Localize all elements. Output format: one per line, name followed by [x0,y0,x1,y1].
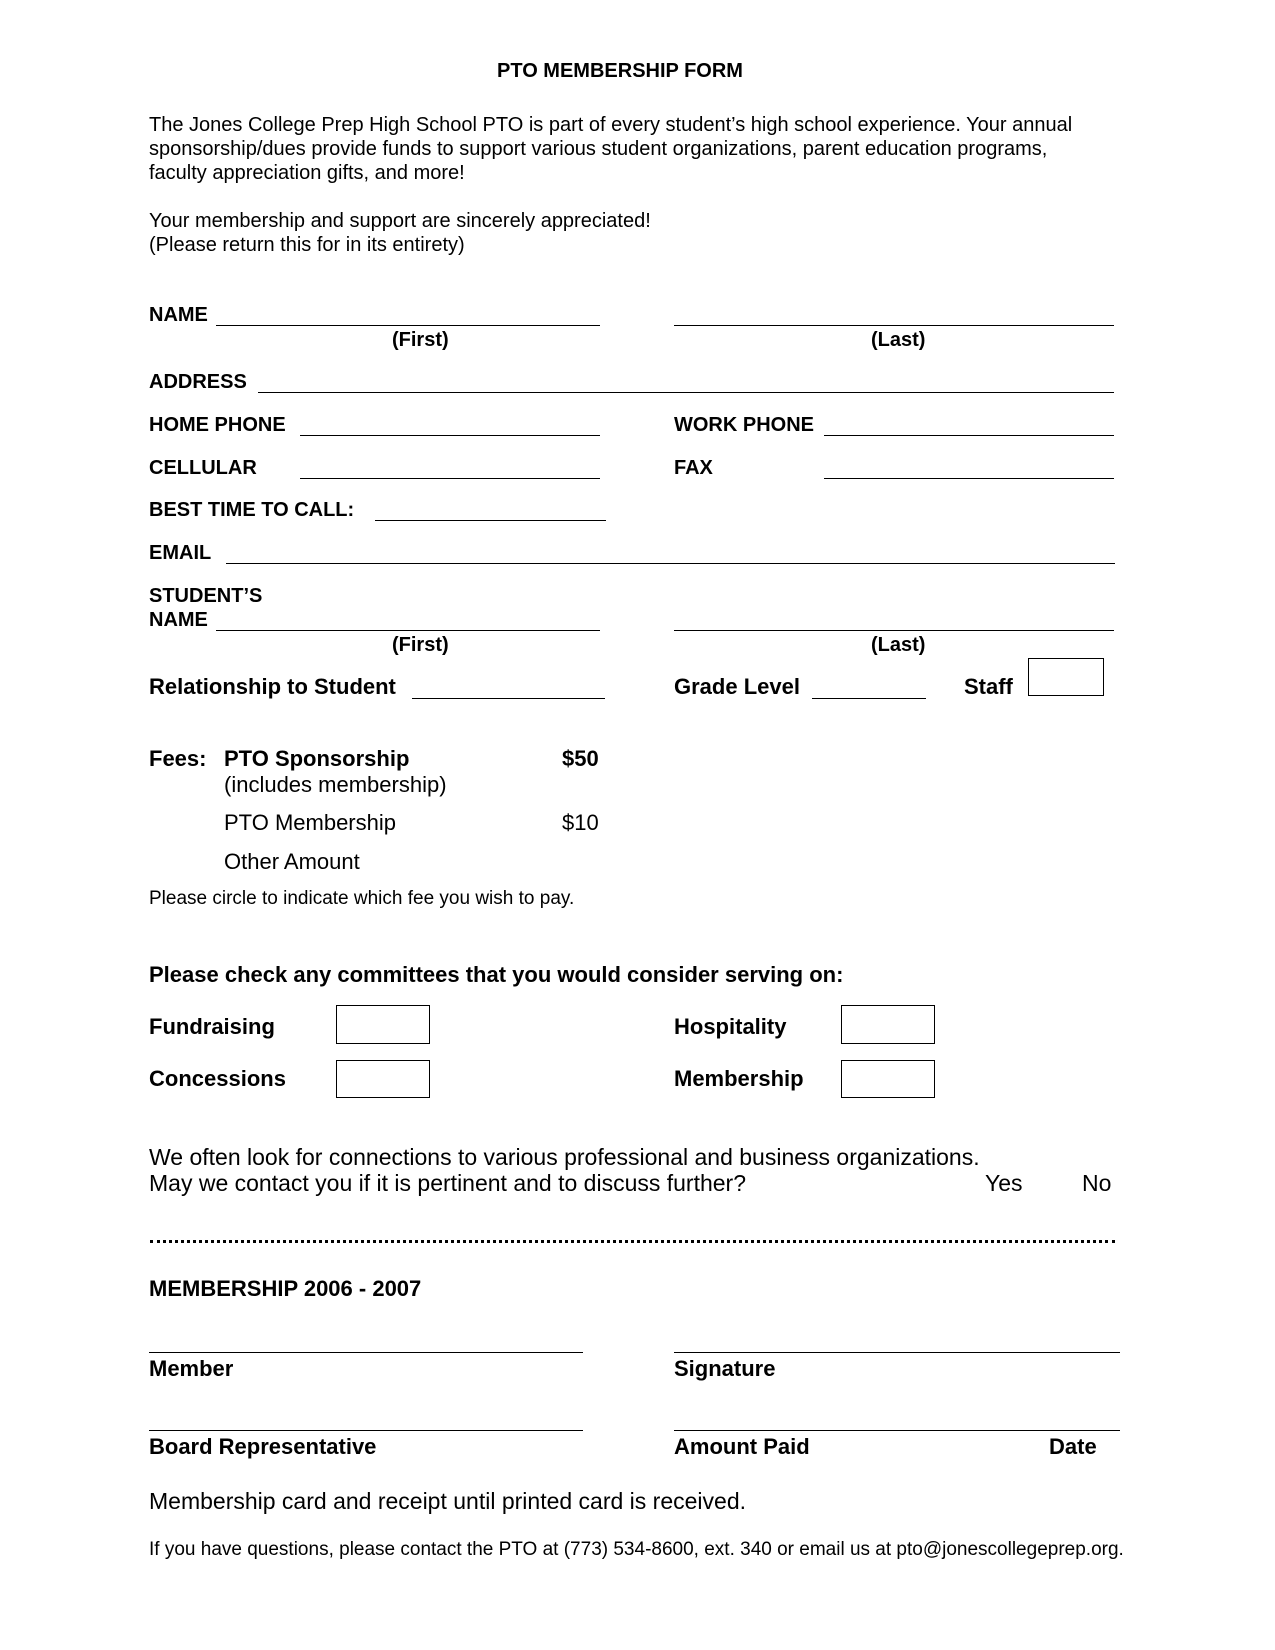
board-rep-field[interactable] [149,1430,583,1431]
student-last-name-field[interactable] [674,630,1114,631]
email-field[interactable] [226,563,1115,564]
relationship-label: Relationship to Student [149,674,396,699]
fax-field[interactable] [824,478,1114,479]
membership-checkbox[interactable] [841,1060,935,1098]
intro-line: The Jones College Prep High School PTO is part of every student’s high school experience. Your annual [149,114,1073,136]
hospitality-checkbox[interactable] [841,1005,935,1044]
first-caption: (First) [392,329,449,351]
sponsorship-option[interactable]: PTO Sponsorship [224,746,410,771]
signature-field[interactable] [674,1352,1120,1353]
fax-label: FAX [674,457,713,479]
date-label: Date [1049,1434,1097,1459]
students-label: STUDENT’S [149,585,263,607]
sponsorship-note: (includes membership) [224,772,447,797]
staff-label: Staff [964,674,1013,699]
student-first-name-field[interactable] [216,630,600,631]
return-note: (Please return this for in its entirety) [149,234,465,256]
fees-label: Fees: [149,746,207,771]
card-note: Membership card and receipt until printed card is received. [149,1488,747,1514]
other-amount-option[interactable]: Other Amount [224,849,360,874]
member-label: Member [149,1356,234,1381]
staff-checkbox[interactable] [1028,658,1104,696]
fundraising-checkbox[interactable] [336,1005,430,1044]
work-phone-label: WORK PHONE [674,414,814,436]
fundraising-label: Fundraising [149,1014,275,1039]
best-time-label: BEST TIME TO CALL: [149,499,355,521]
intro-line: faculty appreciation gifts, and more! [149,162,465,184]
amount-date-field[interactable] [674,1430,1120,1431]
relationship-field[interactable] [412,698,605,699]
address-field[interactable] [258,392,1114,393]
grade-level-label: Grade Level [674,674,800,699]
student-first-caption: (First) [392,634,449,656]
student-last-caption: (Last) [871,634,926,656]
email-label: EMAIL [149,542,212,564]
amount-paid-label: Amount Paid [674,1434,810,1459]
hospitality-label: Hospitality [674,1014,787,1039]
home-phone-field[interactable] [300,435,600,436]
last-caption: (Last) [871,329,926,351]
yes-option[interactable]: Yes [985,1170,1023,1196]
grade-level-field[interactable] [812,698,926,699]
best-time-field[interactable] [375,520,606,521]
no-option[interactable]: No [1082,1170,1112,1196]
contact-question: May we contact you if it is pertinent and to discuss further? [149,1170,747,1196]
first-name-field[interactable] [216,325,600,326]
student-name-label: NAME [149,609,208,631]
membership-price: $10 [562,810,599,835]
page-title: PTO MEMBERSHIP FORM [497,60,743,82]
appreciation-text: Your membership and support are sincerely appreciated! [149,210,651,232]
dotted-separator [150,1240,1115,1243]
intro-line: sponsorship/dues provide funds to support various student organizations, parent education programs, [149,138,1048,160]
membership-year-heading: MEMBERSHIP 2006 - 2007 [149,1276,422,1301]
signature-label: Signature [674,1356,776,1381]
work-phone-field[interactable] [824,435,1114,436]
cellular-label: CELLULAR [149,457,257,479]
member-field[interactable] [149,1352,583,1353]
name-label: NAME [149,304,208,326]
address-label: ADDRESS [149,371,247,393]
fee-instruction: Please circle to indicate which fee you wish to pay. [149,888,575,909]
home-phone-label: HOME PHONE [149,414,286,436]
concessions-checkbox[interactable] [336,1060,430,1098]
concessions-label: Concessions [149,1066,286,1091]
sponsorship-price: $50 [562,746,599,771]
cellular-field[interactable] [300,478,600,479]
membership-committee-label: Membership [674,1066,804,1091]
board-rep-label: Board Representative [149,1434,377,1459]
last-name-field[interactable] [674,325,1114,326]
footer-contact: If you have questions, please contact the PTO at (773) 534-8600, ext. 340 or email us at pto@jonescollegeprep.org. [149,1539,1124,1560]
contact-line: We often look for connections to various professional and business organizations. [149,1144,980,1170]
committees-heading: Please check any committees that you would consider serving on: [149,962,844,987]
membership-option[interactable]: PTO Membership [224,810,396,835]
